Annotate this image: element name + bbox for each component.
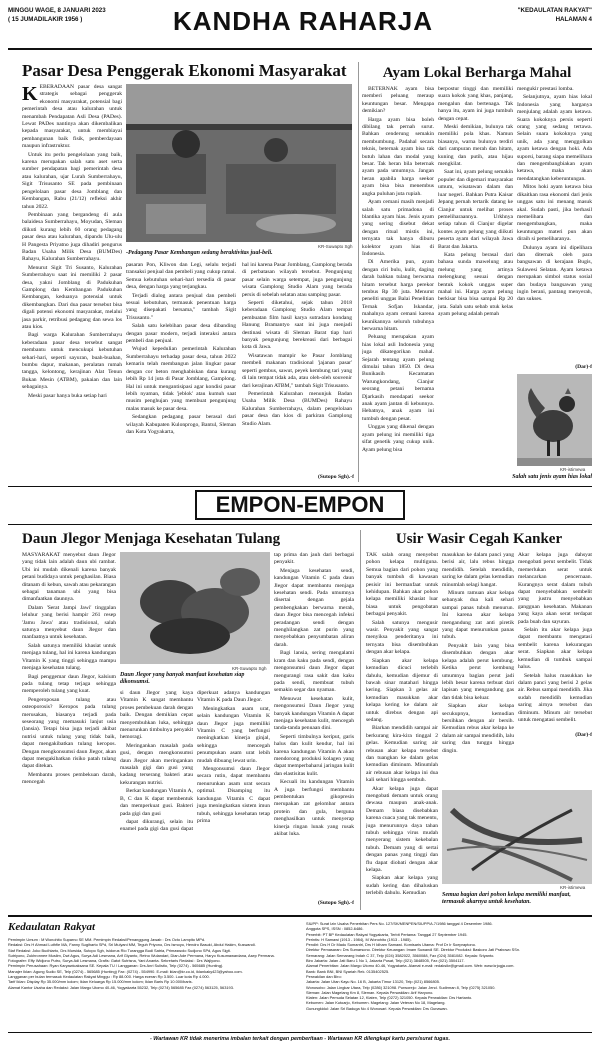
masthead-date-block — [8, 6, 138, 24]
article3-paragraph: Kecuali itu kandungan Vitamin A juga berfungsi membantu pembentukan gikopresin merupakan zat gelombar antara protein dan gula, berguna menghasilkan untuk menyerap kinerja ringan lunak yang rusak akibat luka. — [274, 779, 354, 838]
article4-column-1 — [366, 552, 438, 912]
article3-paragraph: Mengonsumsi daun Jlegor secara rutin, dapat membantu menurunkan asam urat secara optimal. Disamping itu kandungan Vitamin C dapat juga meningkatkan sistem imun tubuh, sehingga kesehatan tetap prima — [197, 766, 270, 824]
article3-paragraph: Meringankan masalah pada gusi, dengan mengkonsumsi daun Jlegor akan meringankan masalah gigi dan gusi yang kadang terserang bakteri atau kekurangan nutrisi. — [120, 742, 193, 786]
article3-signature: (Sutopo Sgh).-f — [317, 900, 354, 906]
colophon-line: Alamat Kantor Usaha dan Redaksi: Jalan Margo Utomo 40-46, Yogyakarta 55232, Telp (0274) 565685 Fax (0274) 563125, 563193. — [8, 984, 234, 990]
article1-paragraph: Bagi warga Kalurahan Sumberrahayu keberadaan pasar desa tersebut sangat membantu untuk mencukupi kebutuhan sehari-hari, seperti sayuran, buah-buahan, bumbu dapur, makanan, peralatan rumah tangga, kelontong, kerajinan Alat Tenun Bukan Mesin (ATBM), pakaian dan lain sebagainya. — [22, 332, 122, 391]
colophon-line: Gunungkidul: Jalan Sri Baduga No 4 Wonosari. Kepala Perwakilan: Drs Gunawan. — [306, 1005, 448, 1011]
article1-paragraph: Menurut Sigit Tri Susanto, Kalurahan Sumberrahayu saat ini memiliki 2 pasar desa, yakni Jomblang di Padukuhan Gamplong dan Kembangan Padukuhan Kembangan, keduanya potensial untuk dikembangkan. Dari dua pasar tersebut bisa digali potensi ekonomi masyarakat, melalui jasa parkir, retribusi pedagang dan sewa los atau kios. — [22, 264, 122, 330]
colophon-line: Sleman: Jalan Magelang Km 8, Sleman. Kepala Perwakilan: Arif Haryono. — [306, 989, 434, 995]
article4-paragraph: Akar kelapa juga dahsyat mengobati perut sembelit. Tidak memerlukan serat untuk melancarkan pencernaan. Kurangnya serat dalam tubuh dapat menyebabkan sembelit yang justru menyebabkan gangguan kesehatan. Makanan yang kaya akan serat terdapat pada buah dan sayuran. — [518, 552, 592, 625]
issue-date: MINGGU WAGE, 8 JANUARI 2023 — [8, 7, 106, 14]
colophon-line: Fotografer: Effy Widjono Putro, Surya Adi Lesmana, Grafis: Gatot Sutrisna, Yani Ananta. Sekretaris Redaksi : Drs Wajiyono. — [8, 958, 221, 964]
article4-paragraph: Setelah halus masukkan ke dalam panci yang berisi 2 gelas air. Rebus sampai mendidih. Jika sudah mendidih kemudian saring airnya tersebut dan diminum. Minum air tersebut untuk mengatasi sembelit. — [518, 672, 592, 723]
article2-column-1 — [362, 86, 434, 486]
column-divider — [358, 62, 359, 482]
article3-paragraph: dapat dikurangi, selain itu enamel pada gigi dan gusi dapat diperkuat adanya kandungan Vitamin K pada Daun Jlegor. — [120, 690, 270, 833]
market-photo-illustration — [126, 84, 352, 242]
article3-paragraph: Berkat kandungan Vitamin A, B, C dan K dapat membentuk dan memperkuat gusi. Bakteri pada gigi dan gusi — [120, 788, 193, 817]
colophon-line: Pendiri: Drs H Dr Madu Sumantri, Drs H Idham Samawi. Komisaris Utama: Prof Dr Ir Soepraptono. — [306, 942, 476, 948]
colophon-line: Staf Redaksi: Joko Budhiarto, Drs Mursida, Sutopo Sgh, Isidorus Rio Turangga Budi Satria, Primaswolo Sudjono SPd, Agus Sigit. — [8, 947, 231, 953]
colophon-line: Perwakilan dan Biro: — [306, 973, 342, 979]
article3-paragraph: si daun Jlegor yang kaya Vitamin K sangat membantu proses pembekuan darah dengan baik. Dengan demikian cepat menyembuhkan luka, sehingga menurunkan timbulnya penyakit hemoragi. — [120, 690, 193, 741]
article4-title: Usir Wasir Cegah Kanker — [395, 531, 563, 547]
article3-paragraph: Bagi lansia, sering mengalami kram dan kaku pada sendi, dengan mengonsumsi daun Jlegor dapat mengurangi rasa sakit dan kaku pada sendi, membuat tubuh semakin segar dan nyaman. — [274, 650, 354, 694]
article4-paragraph: Siapkan akar kelapa secukupnya, kemudian bersihkan dengan air bersih. Kemudian rebus akar kelapa ke dalam air sampai mendidih, lalu saring dan tunggu hingga dingin. — [442, 703, 514, 754]
colophon-line: Pemimpin Umum : M Wonohito Suparno SE MM. Pemimpin Redaksi/Penanggung Jawab : Drs Octo Lampito MPd. — [8, 937, 206, 942]
article1-paragraph: Meski pasar hanya buka setiap hari — [28, 392, 107, 399]
article1-photo — [126, 84, 352, 242]
article1-column-2 — [126, 262, 236, 484]
colophon-line: Alamat Penerbitan: Jalan Margo Utomo 40-46, Yogyakarta. Alamat e-mail: redaksikr@gmail.com. Web: www.krjogja.com. — [306, 963, 515, 969]
coconut-root-photo-illustration — [442, 790, 592, 884]
article2-paragraph: Mitos hoki ayam ketawa bisa dikaitkan rasa ekonomi dari jenis unggas satu ini menang masuk akal. Sudah pasti, jika berhasil memelihara dan mengembangkan, maka keuntungan materi pun akan diraih si pemeliharanya. — [517, 184, 592, 243]
article3-title: Daun Jlegor Menjaga Kesehatan Tulang — [22, 531, 281, 547]
tagline: "KEDAULATAN RAKYAT" — [517, 7, 592, 14]
article1-paragraph: Salah satu kelebihan pasar desa dibanding dengan pasar modern, terjadi interaksi antara pembeli dan penjual. — [126, 323, 236, 345]
article3-photo-caption: Daun Jlegor yang banyak manfaat kesehatan siap dikonsumsi. — [120, 672, 245, 685]
article1-paragraph: Pembinaan yang bergandeng di aula balaidesa Sumberrahayu, Moyudan, Sleman diikuti kurang lebih 60 orang pedagang pasar desa atau kalurahan, dipandu Ulu-ulu H Pangesta Priyatno juga dihadiri pengurus Badan Usaha Milik Desa (BUMDes) Rahayu, Kalurahan Sumberrahayu. — [22, 211, 122, 263]
article4-signature: (Dar)-f — [575, 732, 592, 738]
chicken-photo-illustration — [517, 374, 592, 466]
article2-column-2 — [438, 86, 513, 486]
leaves-photo-illustration — [120, 552, 270, 664]
article2-title: Ayam Lokal Berharga Mahal — [382, 65, 572, 81]
article2-paragraph: Meski demikian, bulunya tak memiliki pola khas. Namun biasanya, warna bulunya terdiri dari campuran merah dan hitam, kuning dan putih, atau hijau mengkilat. — [438, 124, 513, 168]
article4-column-3 — [518, 552, 592, 732]
colophon-left — [8, 937, 298, 1033]
article2-paragraph: Unggas yang dikenal dengan ayam pelung ini memiliki tiga sifat genetik yang cukup unik. Ayam pelung bisa — [362, 424, 434, 453]
article2-paragraph: Harga ayam bisa boleh dibilang tak pernah surut. Bahkan cenderung semakin membumbung. Padahal secara teknis, beternak ayam bisa tak butuh lahan dan modal yang besar. Tak heran bila beternak ayam pada umumnya. Jangan heran apabila harga seekor ayam bisa bisa menembus angka puluhan juta rupiah. — [362, 116, 434, 197]
article1-paragraph: Pemerintah Kalurahan menunjuk Badan Usaha Milik Desa (BUMDes) Rahayu Kalurahan Sumberrahayu, dalam pengelolaan pasar desa dan kios di parkiran Gamplong Studio Alam. — [242, 390, 352, 427]
colophon-line: Tarif Iklan: Display Rp 35.000/mm kolom; Iklan Keluarga Rp 15.000/mm kolom; Iklan Baris Rp 10.000/baris. — [8, 979, 193, 985]
article4-paragraph: Siapkan akar kelapa yang sudah kering dan dihaluskan terlebih dahulu. Kemudian — [366, 875, 438, 897]
article1-paragraph: Wujud kepedulian pemerintah Kalurahan Sumberrahayu terhadap pasar desa, tahun 2022 kemarin telah membangun jalan lingkar pasar dengan cor beton menghabiskan dana kurang lebih Rp 14 juta di Pasar Jomblang, Gamplong. Hal ini untuk mengantisipasi agar kondisi pasar lebih nyaman, tidak 'jeblok' atau kumuh saat musim penghujan yang membuat pengunjung malas masuk ke pasar desa. — [126, 346, 236, 412]
newspaper-title: KANDHA RAHARJA — [172, 6, 434, 36]
article4-paragraph: Selain itu akar kelapa juga dapat membantu mengatasi sembelit karena kekurangan serat. Siapkan akar kelapa kemudian di tumbuk sampai halus. — [518, 627, 592, 671]
article2-photo — [517, 374, 592, 466]
article4-paragraph: Minum ramuan akar kelapa sebanyak dua kali sehari sampai panas tubuh menurun. Ini karena akar kelapa mengandung zat anti piretik yang dapat menurunkan panas tubuh. — [442, 590, 514, 641]
article1-dropcap: K — [22, 84, 38, 105]
article4-paragraph: Siapkan akar kelapa kemudian dicuci terlebih dahulu, kemudian dijemur di bawah sinar matahari hingga kering. Siapkan 3 gelas air kemudian masukkan akar kelapa kering ke dalam air untuk direbus dengan api sedang. — [366, 657, 438, 723]
article3-column-3 — [274, 552, 354, 898]
masthead-rule — [8, 48, 592, 50]
article3-photo — [120, 552, 270, 664]
article3-paragraph: Meningkatkan asam urat, selain kandungan Vitamin K daun Jlegor juga memiliki Vitamin C yang berfungsi meningkatkan kinerja ginjal, sehingga mencegah penumpukan asam urat lebih mudah dibuang lewat urin. — [197, 705, 270, 764]
article2-column-3 — [517, 86, 592, 371]
bottom-note: - Wartawan KR tidak menerima imbalan terkait dengan pemberitaan - Wartawan KR dilengkapi kartu pers/surat tugas. — [150, 1036, 450, 1042]
issue-date-hijri: ( 15 JUMADILAKIR 1956 ) — [8, 16, 83, 23]
article1-paragraph: EBERADAAN pasar desa sangat strategis sebagai penggerak ekonomi masyarakat, potensial bagi pemerintah desa atau kalurahan untuk menambah Pendapatan Asli Desa (PADes). Lewat PADes nantinya akan dikembalikan kepada masyarakat, untuk membiayai pembangunan baik fisik, pemberdayaan maupun infrastruktur. — [22, 84, 122, 150]
article1-paragraph: hal ini karena Pasar Jomblang, Gamplong berada di perbatasan wilayah tersebut. Pengunjung pasar selain warga setempat, juga pengunjung wisata Gamplong Studio Alam yang berada persis di sebelah selatan atau samping pasar. — [242, 262, 352, 298]
colophon-line: Langganan per bulan termasuk Kedaulatan Rakyat Minggu : Rp 88.000. Harga eceran Rp 3.500. Luar kota Rp 4.000. — [8, 974, 210, 980]
article2-photo-credit: KR-istimewa — [560, 467, 586, 472]
section-rule-top — [8, 486, 592, 487]
page-number: HALAMAN 4 — [555, 16, 592, 23]
article1-photo-credit: KR-Suwapto Sgh — [318, 244, 353, 249]
article3-column-1 — [22, 552, 116, 912]
article1-paragraph: Untuk itu perlu pengelolaan yang baik, karena merupakan salah satu aset serta sumber pendapatan bagi pemerintah desa atau kalurahan, ujar Lurah Sumberrahayu, Sigit Trisusanto SE pada pembinaan pengelolaan pasar desa Jomblang dan Kembangan, Rabu (21/12) refleksi akhir tahun 2022. — [22, 151, 122, 210]
article2-paragraph: Peluang merupakan ayam hias lokal asli Indonesia yang juga dikategorikan mahal. Sejarah tentang ayam pelung dimulai tahun 1850. Di desa Bunikasih Kecamatan Warungkondang, Cianjur seorang petani bernama Djarkasih mendapati seekor anak ayam jantan di kebunnya. Hebatnya, anak ayam ini tumbuh dengan pesat. — [362, 334, 434, 422]
section-rule-bottom — [8, 524, 592, 525]
article2-paragraph: Ayam cemani masih menjadi salah satu primadona di blantika ayam hias. Jenis ayam yang sering disebut dekat dengan ritual mistis ini, ternyata tak hanya diburu kolektor ayam hias di Indonesia. — [362, 199, 434, 257]
colophon — [8, 915, 592, 1033]
article2-paragraph: Saat ini, ayam pelung semakin populer dan digemari masyarakat umum, wisatawan dalam dan luar negeri. Bahkan Putra Kaisar Jepang pernah tertarik datang ke Cianjur untuk melihat proses pemeliharaannya. Urkhnya setiap tahun di Cianjur digelar kontes ayam pelung yang diikuti peserta ayam dari wilayah Jawa Barat dan Jakarta. — [438, 169, 513, 250]
article4-paragraph: Biarkan mendidih sampai air berkurang kira-kira tinggal 2 gelas. Kemudian saring air rebusan akar kelapa tersebut dan tuangkan ke dalam gelas kemudian diminum. Minumlah air rebusan akar kelapa ini dua kali sehari hingga sembuh. — [366, 725, 438, 784]
article1-column-3 — [242, 262, 352, 474]
article3-paragraph: MASYARAKAT menyebut daun Jlegor yang tidak lain adalah daun ubi rambat. Ubi ini mudah dikenali karena banyak petani budidaya untuk penghasilan. Biasa ditanam di kebun, sawah atau pekarangan sebagai tanaman ubi yang bisa dimanfaatkan daunnya. — [22, 552, 116, 603]
article1-column-1 — [22, 84, 122, 484]
colophon-line: Biro Jakarta: Jalan Jati Baru 1 No 1, Jakarta Pusat, Telp (021) 3848505, Fax (021) 3504117. — [306, 958, 465, 964]
article4-paragraph: Akar kelapa juga dapat mengobati demam untuk orang dewasa maupun anak-anak. Demam biasa disebabkan karena cuaca yang tak menentu, juga menurunnya daya tahan tubuh sehingga virus mudah menyerang sistem kekebalan tubuh. Demam yang di sertai dengan panas yang tinggi dan flu dapat diobati dengan akar kelapa. — [366, 785, 438, 874]
article4-paragraph: TAK salah orang menyebut pohon kelapa multiguna. Semua bagian dari pohon yang banyak tumbuh di kawasan pesisir ini bermanfaat untuk kehidupan. Bahkan akar pohon kelapa memiliki khasiat luar biasa untuk pengobatan berbagai penyakit. — [366, 552, 438, 618]
masthead — [8, 4, 592, 48]
article3-paragraph: Seperti timbulnya keriput, garis halus dan kulit kendur, hal ini karena kandungan Vitamin A akan mendorong produksi kolagen yang dapat memperbaharui jaringan kulit dan elastisitas kulit. — [274, 733, 354, 777]
masthead-right-block — [462, 6, 592, 24]
article3-paragraph: Membantu proses pembekuan darah, mencegah — [22, 771, 116, 786]
colophon-line: Sutriyono, Zukhronnee Muslim, Dwi Agus, Surya Adi Lesmana, Arif Giyanto, Retno Wulandari, Dian Ade Permana, Haryo Kusumawardana, Asep Permana. — [8, 952, 275, 958]
article4-paragraph: masukkan ke dalam panci yang berisi air, lalu rebus hingga mendidih. Setelah mendidih, saring ke dalam gelas kemudian minumlah selagi hangat. — [442, 552, 514, 588]
article2-paragraph: Di Amerika pun, ayam dengan ciri bulu, kulit, daging darah bahkan tulang berwarna hitam tersebut harga perekor tembus Rp 30 juta. Menurut peneliti unggas Balai Penelitian Ternak Sofjan Iskandar, mahalnya ayam cemani karena keunikannya seluruh tubuhnya berwarna hitam. — [362, 259, 434, 332]
article2-photo-caption: Salah satu jenis ayam hias lokal — [512, 474, 592, 480]
colophon-line: Anggota SPS, ISSN : 0852-6486. — [306, 926, 364, 932]
article3-photo-credit: KR-Suwapto Sgh — [232, 666, 267, 671]
article3-paragraph: Bagi penggemar daun Jlegor, kalsium pada tulang tetap terjaga sehingga memperoleh tulang yang kuat. — [22, 673, 116, 695]
article4-paragraph: Penyakit lain yang bisa disembuhkan dengan akar kelapa adalah perut kembung. Ketika perut kembung umumnya bagian perut jadi lebih besar karena terbuat dari lapisan yang mengandung gas dan tidak bisa keluar. — [442, 642, 514, 701]
colophon-line: Manajer Iklan: Agung Sudio SE, Telp (0274) - 565685 (Hunting) Fax: (0274) - 554990. E-mail: iklan@kr.co.id, iklankaky423@yahoo.com. — [8, 968, 243, 974]
article1-paragraph: Seperti diketahui, sejak tahun 2018 keberadaan Gamplong Studio Alam tempat pembuatan film hasil karya sutradara kondang Hanung Bramantyo saat ini juga menjadi destinasi wisata di Sleman Barat tiap hari banyak pengunjung berekreasi dari berbagai kota di Jawa. — [242, 300, 352, 351]
colophon-line: Perintis: H Samawi (1913 - 1984), M Wonohito (1913 - 1985). — [306, 936, 412, 942]
article2-paragraph: mengukir prestasi lomba. — [517, 86, 574, 92]
article3-paragraph: Menuwat kesehatan kulit, mengonsumsi Daun Jlegor yang banyak kandungan Vitamin A dapat menjaga kesehatan kulit, mencegah tanda-tanda penuaan dini. — [274, 695, 354, 732]
colophon-right — [306, 921, 592, 1033]
article4-column-2 — [442, 552, 514, 784]
colophon-line: Semarang: Jalan Semarang Indah C 37, Telp (024) 3582022, 3560088, Fax (024) 3581082. Kepala: Sriyanto. — [306, 952, 495, 958]
article1-paragraph: Wisatawan mampir ke Pasar Jomblang membeli makanan tradisional 'jajanan pasar' seperti gembus, sawut, peyek kembung tari yang di lain tempat tidak ada, atau oleh-oleh souvenir dari kerajinan ATBM," tambah Sigit Trisusanto. — [242, 352, 352, 389]
article3-column-2 — [120, 690, 270, 912]
article3-paragraph: Salah satunya memiliki khasiat untuk menjaga tulang, hal ini karena kandungan Vitamin K yang tinggi sehingga mampu menjaga kesehatan tulang. — [22, 642, 116, 672]
article4-photo — [442, 790, 592, 884]
colophon-line: Bank: Bank BNI, BNI Syariah Rek. 0135402525. — [306, 968, 390, 974]
colophon-logo: Kedaulatan Rakyat — [8, 921, 96, 933]
article2-paragraph: berpostur tinggi dan memiliki suara kokok yang khas, panjang, mengalun dan bertenaga. Tak hanya itu, ayam ini juga tumbuh dengan cepat. — [438, 86, 513, 122]
article2-paragraph: Selanjutnya, ayam hias lokal Indonesia yang harganya menjulang adalah ayam ketawa. Suara kokoknya persis seperti orang yang sedang tertawa. Selain suara kokoknya yang unik, ada yang menggolkan ayam ketawa dengan hoki. Ada suporsi, barang siapa memelihara dan mengembangbiakan ayam ketawa, maka akan mendatangkan keberuntungan. — [517, 94, 592, 182]
article3-paragraph: Pengeroposan tulang atau osteoporosis? Keropos pada tulang merusakan, biasanya terjadi pada seseorang yang memasuki lanjut usia (lansia). Tetapi bisa juga terjadi akibat nutrisi untuk tulang yang tidak baik, dapat mengakibatkan tulang keropos. Dengan mengkonsumsi daun Jlegor, akan dapat mengakibatkan risiko patah tulang dapat ditekan. — [22, 696, 116, 770]
colophon-line: Wonosobo: Jalan Lingkar Utara, Telp (0286) 321098. Purworejo: Jalan Jend. Sudirman 8, Telp (0275) 321050. — [306, 984, 496, 990]
colophon-line: Klaten: Jalan Pemuda Selatan 12, Klaten, Telp (0272) 321050. Kepala Perwakilan: Drs Hartanto. — [306, 995, 473, 1001]
article3-paragraph: Dalam 'Serat Jampi Jawi' tinggalan leluhur yang berisi hampir 261 resep 'Jamu Jawa' atau tradisional, salah satunya menyebut daun Jlegor dan manfaatnya untuk kesehatan. — [22, 604, 116, 641]
article1-paragraph: pasaran Pon, Kliwon dan Legi, selalu terjadi transaksi penjual dan pembeli yang cukup ramai. Semua kebutuhan sehari-hari tersedia di pasar desa, dengan harga yang terjangkau. — [126, 262, 236, 291]
article1-title: Pasar Desa Penggerak Ekonomi Masyarakat — [22, 61, 347, 80]
article1-signature: (Sutopo Sgh).-f — [317, 474, 354, 480]
column-divider — [360, 530, 361, 910]
colophon-line: Redaksi: Drs H Ahmad Luthfie MA, Fanny Sugiharto SPd, Sri Mulyani MM, Teguh Priyono, Drs Ismoyo, Hendro Basuki, Abdul Hakim, Kuswandi. — [8, 942, 256, 948]
article4-paragraph: Salah satunya mengusir wasir. Penyakit yang sangat menyiksa penderitanya ini ternyata bisa disembuhkan dengan akar kelapa. — [366, 619, 438, 656]
article3-paragraph: tap prima dan jauh dari berbagai penyakit. — [274, 552, 354, 566]
article4-photo-caption: Semua bagian dari pohon kelapa memiliki manfaat, termasuk akarnya untuk kesehatan. — [442, 892, 571, 905]
article4-photo-credit: KR-istimewa — [560, 885, 586, 890]
colophon-line: Penerbit: PT BP Kedaulatan Rakyat Yogyakarta, Terbit Pertama: Tanggal 27 September 1945. — [306, 931, 468, 937]
colophon-line: Kebumen: Jalan Kutoarjo, Kebumen. Magelang: Jalan Veteran No 18, Magelang. — [306, 1000, 446, 1006]
section-banner: EMPON-EMPON — [195, 490, 405, 520]
colophon-line: Pemimpin Perusahaan: Ryan Karyawicaksana SE. Kepala TU / Langganan: Drs Anri Sulistio, Telp (0274) - 565685 (Hunting). — [8, 963, 224, 969]
article2-paragraph: BETERNAK ayam bisa memberi peluang meraup keuntungan besar. Mengapa demikian? — [362, 86, 434, 115]
article2-paragraph: Dulunya ayam ini dipelihara dan diternak oleh para bangsawan di kerajaan Bugis, Sulawesi Selatan. Ayam ketawa merupakan simbol status sosial dan budaya bangsawan yang ingin berani, pantang menyerah, dan sukses. — [517, 244, 592, 303]
colophon-line: Jakarta: Jalan Utan Kayu No. 16 B, Jakarta Timur 13120, Telp (021) 8566805. — [306, 979, 441, 985]
article1-paragraph: Sedangkan pedagang pasar berasal dari wilayah Kabupaten Kulonprogo, Bantul, Sleman dan Kota Yogyakarta, — [126, 414, 236, 435]
colophon-line: Direktur Pemasaran: Drs Sumarsono. Direktur Keuangan: Imam Suwandi SE. Direktur Produksi: Baskoro Jati Prabowo SSn. — [306, 947, 521, 953]
colophon-line: SIUPP: Surat Izin Usaha Penerbitan Pers No. 127/SK/MENPEN/SIUPP/A.7/1986 tanggal 4 Desember 1986. — [306, 921, 493, 926]
article1-paragraph: Terjadi dialog antara penjual dan pembeli sesuai kebutuhan, termasuk penentuan harga yang disepakati bersama," tambah Sigit Trisusanto." — [126, 292, 236, 321]
article1-photo-caption: -Pedagang Pasar Kembangan sedang beraktivitas jual-beli. — [126, 250, 273, 256]
article2-signature: (Dar)-f — [575, 364, 592, 370]
article2-paragraph: Kata pelung berasal dari bahasa sunda mawelung atau melung yang artinya melengkung sesuai dengan bentuk kokok unggas super mahal ini. Harga ayam pelung berkisar bisa bisa sampai Rp 20 juta. Salah satu sebab utuk kelas ayam pelung adalah pemah — [438, 251, 513, 318]
article3-paragraph: Menjaga kesehatan sendi, kandungan Vitamin C pada daun Jlegor dapat membantu menjaga kesehatan sendi. Pada umumnya disertai dengan gejala pembengkakan berwarna merah, daun Jlegor bisa mencegah infeksi peradangan sendi dengan menghilangkan zat purin yang menyebabkan penyumbatan aliran darah. — [274, 567, 354, 648]
